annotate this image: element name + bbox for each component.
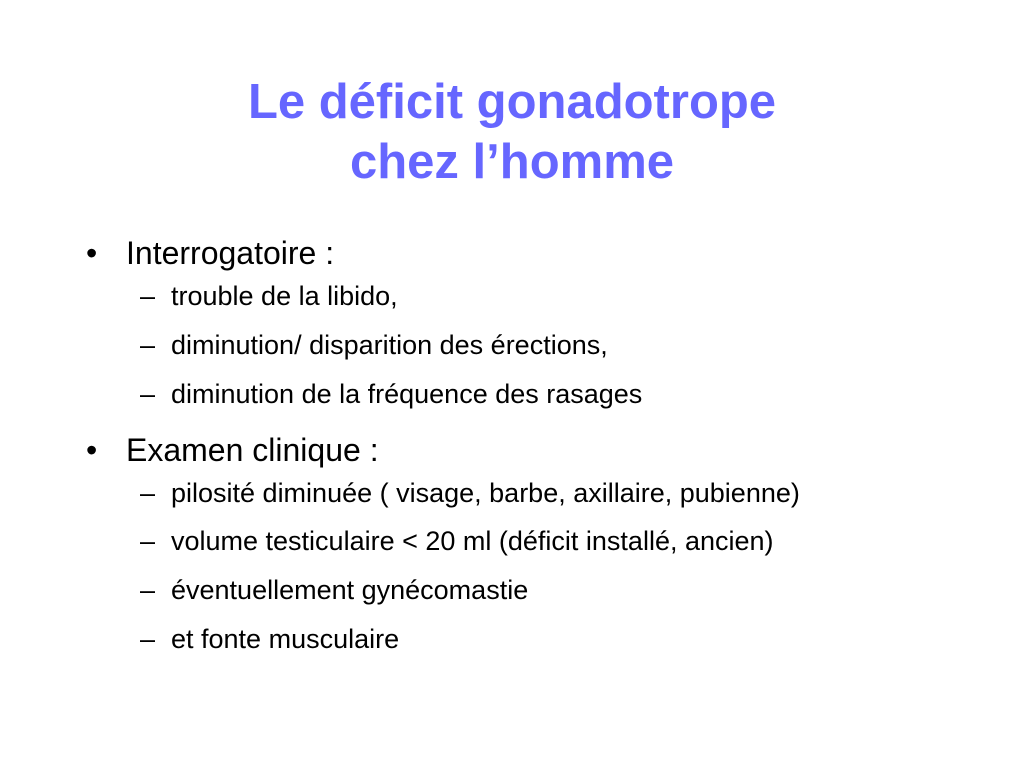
list-item-text: diminution de la fréquence des rasages — [171, 379, 643, 409]
list-item-text: volume testiculaire < 20 ml (déficit installé, ancien) — [171, 526, 774, 556]
list-item — [86, 327, 861, 363]
list-item-text: éventuellement gynécomastie — [171, 575, 529, 605]
dash-icon: – — [140, 330, 156, 360]
section-heading-label: Examen clinique : — [126, 432, 379, 468]
list-item-text: trouble de la libido, — [171, 281, 398, 311]
section-heading-label: Interrogatoire : — [126, 235, 335, 271]
list-item-text: et fonte musculaire — [171, 624, 400, 654]
list-item-text: diminution/ disparition des érections, — [171, 330, 608, 360]
bullet-icon: • — [86, 235, 98, 271]
slide-title — [0, 72, 1024, 192]
sublist-interrogatoire — [86, 278, 966, 412]
list-item — [86, 278, 861, 314]
list-item — [86, 523, 861, 559]
list-item — [86, 376, 861, 412]
section-heading-examen — [86, 425, 966, 475]
slide-title-line-2: chez l’homme — [349, 135, 675, 189]
dash-icon: – — [140, 575, 156, 605]
section-heading-interrogatoire — [86, 228, 966, 278]
dash-icon: – — [140, 379, 156, 409]
dash-icon: – — [140, 624, 156, 654]
slide-title-line-1: Le déficit gonadotrope — [247, 75, 777, 129]
list-item-text: pilosité diminuée ( visage, barbe, axillaire, pubienne) — [171, 478, 800, 508]
dash-icon: – — [140, 526, 156, 556]
sublist-examen — [86, 475, 966, 657]
list-item — [86, 621, 861, 657]
dash-icon: – — [140, 281, 156, 311]
list-item — [86, 572, 861, 608]
list-item — [86, 475, 861, 511]
slide-body — [86, 228, 966, 670]
bullet-icon: • — [86, 432, 98, 468]
dash-icon: – — [140, 478, 156, 508]
